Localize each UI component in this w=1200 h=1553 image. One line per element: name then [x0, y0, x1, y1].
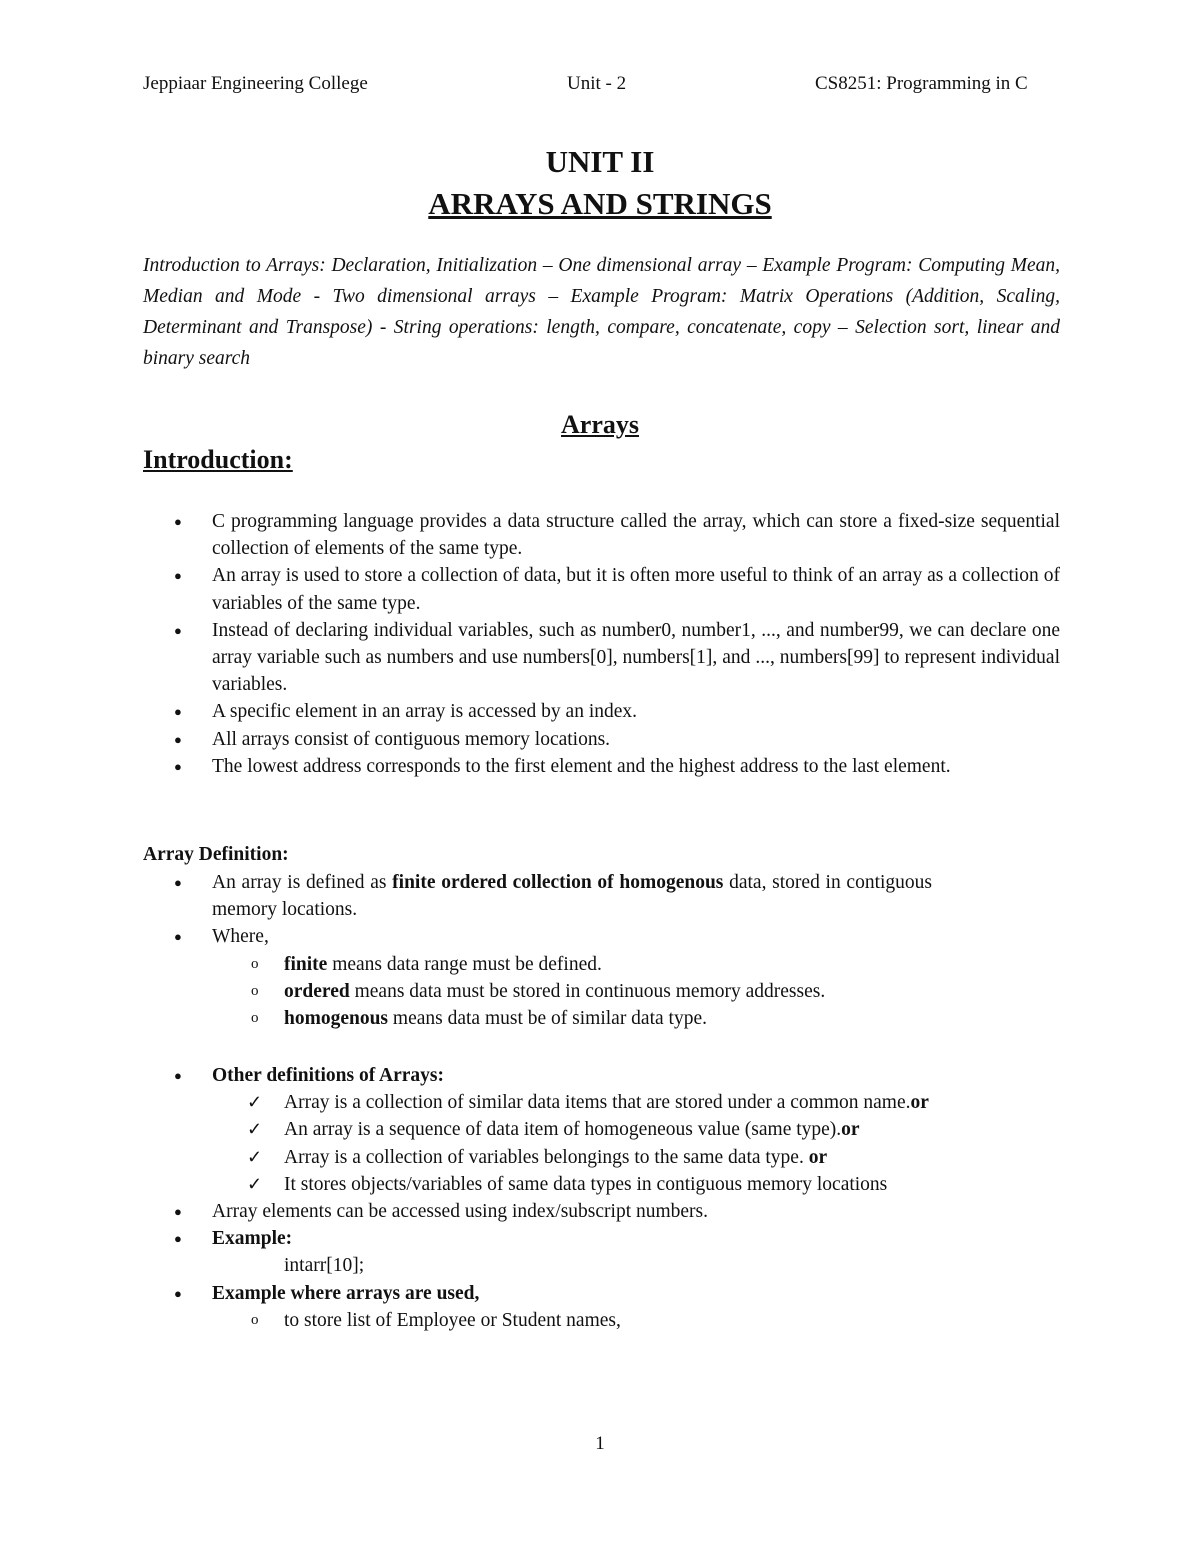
term: homogenous	[284, 1008, 389, 1030]
definition-bullet-list	[143, 869, 1060, 1032]
syllabus-paragraph: Introduction to Arrays: Declaration, Initialization – One dimensional array – Example Program: Computing Mean, Median and Mode - Two dimensional arrays – Example Program: Matrix Operations (Addition, Scaling, Determinant and Transpose) - String operations: length, compare, concatenate, copy – Selection sort, linear and binary search	[143, 255, 1060, 369]
or-word: or	[808, 1146, 828, 1168]
definition-text-post: data, stored in contiguous memory locations.	[212, 872, 932, 921]
term: finite	[284, 953, 328, 975]
example-code: intarr[10];	[284, 1255, 365, 1277]
list-item: ● All arrays consist of contiguous memory locations.	[143, 726, 1060, 753]
list-item: ● The lowest address corresponds to the first element and the highest address to the last element.	[143, 753, 1060, 780]
term: ordered	[284, 980, 350, 1002]
list-item: ● A specific element in an array is accessed by an index.	[143, 698, 1060, 725]
sub-list-item	[143, 978, 1060, 1005]
header-unit: Unit - 2	[567, 73, 627, 94]
where-label: Where,	[212, 926, 269, 948]
definition-text-bold: finite ordered collection of homogenous	[392, 872, 724, 893]
list-item	[143, 1225, 1060, 1279]
sub-list-item: o to store list of Employee or Student names,	[143, 1307, 1060, 1334]
section-heading-arrays: Arrays	[561, 410, 639, 439]
definition-text-pre: An array is defined as	[212, 872, 393, 893]
check-text: Array is a collection of similar data items that are stored under a common name.	[284, 1092, 911, 1114]
check-item	[143, 1116, 1060, 1143]
other-definitions-list	[143, 1062, 1060, 1334]
used-label: Example where arrays are used,	[212, 1282, 480, 1304]
list-item	[143, 1062, 1060, 1198]
header-course: CS8251: Programming in C	[815, 73, 1028, 94]
list-item: ● An array is used to store a collection of data, but it is often more useful to think of an array as a collection of variables of the same type.	[143, 562, 1060, 616]
where-sub-list	[212, 951, 1060, 1033]
check-item	[143, 1089, 1060, 1116]
topic-title: ARRAYS AND STRINGS	[428, 186, 772, 221]
check-item	[143, 1171, 1060, 1198]
check-text: ✓ It stores objects/variables of same data types in contiguous memory locations	[284, 1173, 888, 1195]
list-item	[143, 923, 1060, 1032]
list-item	[143, 1280, 1060, 1334]
check-text: Array is a collection of variables belongings to the same data type.	[284, 1146, 809, 1168]
definition-heading: Array Definition:	[143, 844, 289, 865]
or-word: or	[841, 1119, 860, 1141]
example-label: Example:	[212, 1228, 293, 1250]
list-item	[143, 869, 1060, 923]
check-item	[143, 1144, 1060, 1171]
term-desc: means data must be of similar data type.	[388, 1008, 707, 1030]
sub-list-item	[143, 1005, 1060, 1032]
used-sub-list	[212, 1307, 1060, 1334]
list-item: ● Instead of declaring individual variables, such as number0, number1, ..., and number99, we can declare one array variable such as numbers and use numbers[0], numbers[1], and ..., numbers[99] to represent individual variables.	[143, 617, 1060, 699]
or-word: or	[910, 1092, 929, 1114]
term-desc: means data must be stored in continuous memory addresses.	[349, 980, 826, 1002]
intro-bullet-list	[143, 508, 1060, 780]
check-text: An array is a sequence of data item of homogeneous value (same type).	[284, 1119, 842, 1141]
other-heading: Other definitions of Arrays:	[212, 1065, 445, 1086]
header-college: Jeppiaar Engineering College	[143, 73, 368, 94]
term-desc: means data range must be defined.	[327, 953, 602, 975]
page-number: 1	[595, 1433, 605, 1454]
other-check-list	[212, 1089, 1060, 1198]
subheading-introduction: Introduction:	[143, 445, 293, 474]
sub-list-item	[143, 951, 1060, 978]
list-item: ● Array elements can be accessed using index/subscript numbers.	[143, 1198, 1060, 1225]
list-item: ● C programming language provides a data structure called the array, which can store a fixed-size sequential collection of elements of the same type.	[143, 508, 1060, 562]
unit-title: UNIT II	[545, 144, 655, 179]
